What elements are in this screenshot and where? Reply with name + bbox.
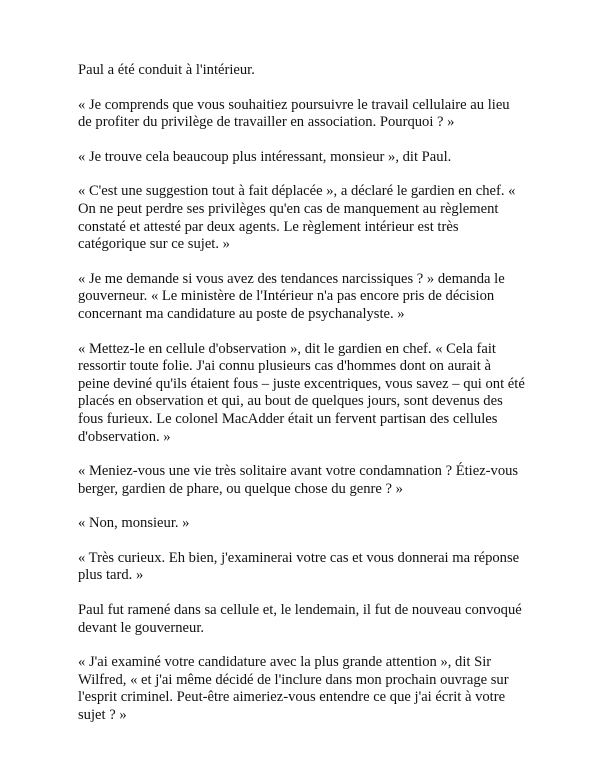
paragraph-2: « Je comprends que vous souhaitiez poursuivre le travail cellulaire au lieu de profiter du privilège de travailler en association. Pourquoi ? »	[78, 96, 510, 131]
paragraph-8: « Non, monsieur. »	[78, 515, 190, 532]
paragraph-1: Paul a été conduit à l'intérieur.	[78, 62, 255, 78]
paragraph-7: « Meniez-vous une vie très solitaire avant votre condamnation ? Étiez-vous berger, gardien de phare, ou quelque chose du genre ? »	[78, 463, 519, 497]
document-body	[78, 62, 526, 742]
paragraph-10: Paul fut ramené dans sa cellule et, le lendemain, il fut de nouveau convoqué devant le gouverneur.	[78, 602, 522, 636]
paragraph-6: « Mettez-le en cellule d'observation », dit le gardien en chef. « Cela fait ressortir toute folie. J'ai connu plusieurs cas d'hommes dont on aurait à peine deviné qu'ils étaient fous – juste excentriques, vous savez – qui ont été placés en observation et qui, au bout de quelques jours, sont devenus des fous furieux. Le colonel MacAdder était un fervent partisan des cellules d'observation. »	[78, 340, 525, 445]
paragraph-4: « C'est une suggestion tout à fait déplacée », a déclaré le gardien en chef. « On ne peut perdre ses privilèges qu'en cas de manquement au règlement constaté et attesté par deux agents. Le règlement intérieur est très catégorique sur ce sujet. »	[78, 183, 516, 253]
paragraph-3: « Je trouve cela beaucoup plus intéressant, monsieur », dit Paul.	[78, 148, 452, 165]
paragraph-5: « Je me demande si vous avez des tendances narcissiques ? » demanda le gouverneur. « Le ministère de l'Intérieur n'a pas encore pris de décision concernant ma candidature au poste de psychanalyste. »	[78, 270, 505, 322]
paragraph-11: « J'ai examiné votre candidature avec la plus grande attention », dit Sir Wilfred, « et j'ai même décidé de l'inclure dans mon prochain ouvrage sur l'esprit criminel. Peut-être aimeriez-vous entendre ce que j'ai écrit à votre sujet ? »	[78, 654, 509, 724]
paragraph-9: « Très curieux. Eh bien, j'examinerai votre cas et vous donnerai ma réponse plus tard. »	[78, 549, 520, 584]
